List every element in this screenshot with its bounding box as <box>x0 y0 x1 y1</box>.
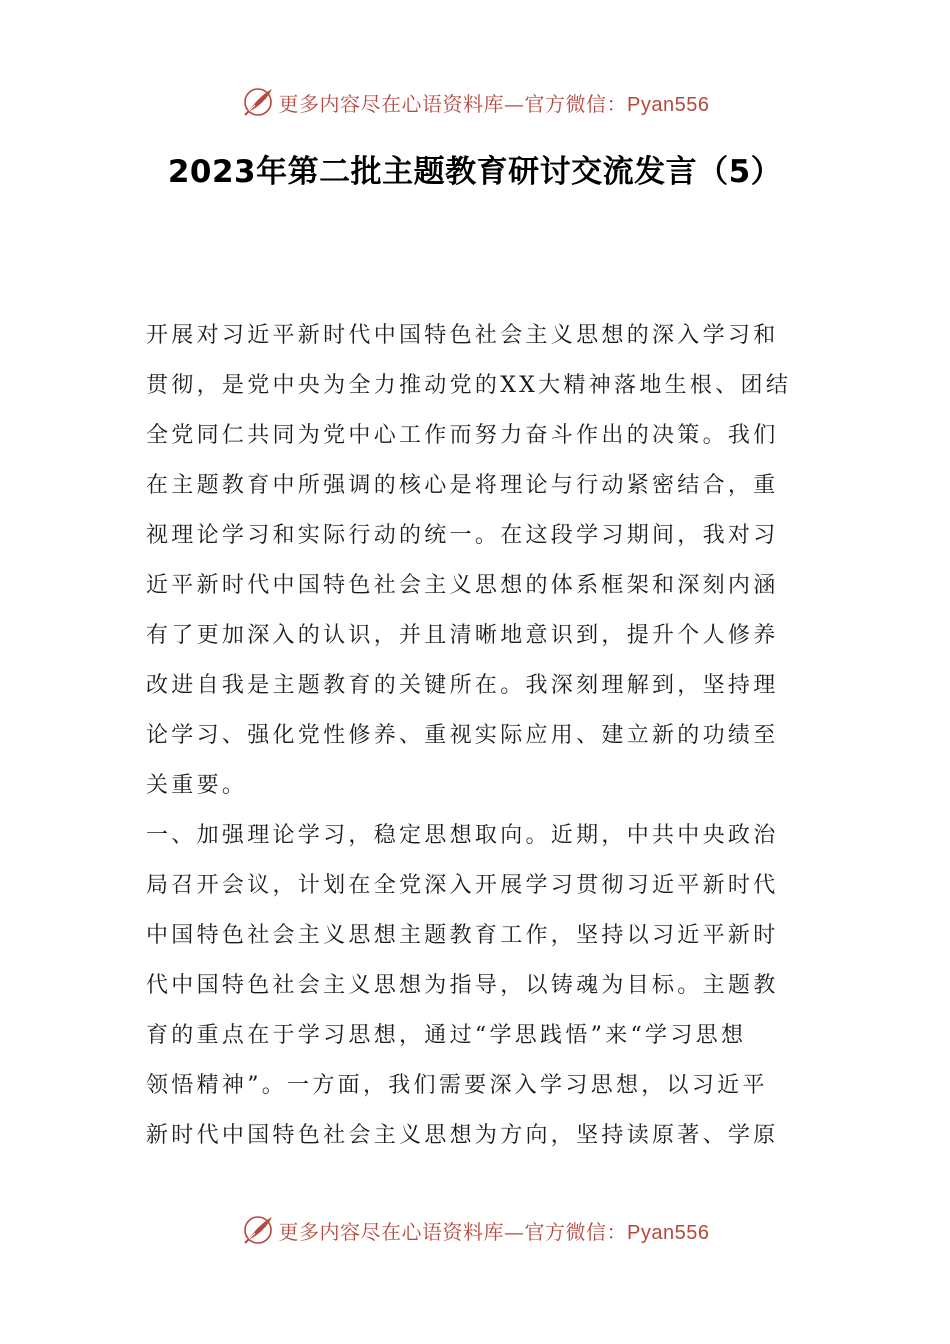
banner-text <box>279 88 710 117</box>
text-line: 局召开会议，计划在全党深入开展学习贯彻习近平新时代 <box>146 873 779 898</box>
text-line: 全党同仁共同为党中心工作而努力奋斗作出的决策。我们 <box>146 423 779 448</box>
text-line: 有了更加深入的认识，并且清晰地意识到，提升个人修养 <box>146 623 779 648</box>
text-line: 近平新时代中国特色社会主义思想的体系框架和深刻内涵 <box>146 573 779 598</box>
text-line: 贯彻，是党中央为全力推动党的XX大精神落地生根、团结 <box>146 373 792 398</box>
text-line: 育的重点在于学习思想，通过“学思践悟”来“学习思想 <box>146 1023 747 1048</box>
wechat-handle: Pyan556 <box>627 93 710 116</box>
text-line: 代中国特色社会主义思想为指导，以铸魂为目标。主题教 <box>146 973 779 998</box>
text-line: 一、加强理论学习，稳定思想取向。近期，中共中央政治 <box>146 823 779 848</box>
banner-label: 更多内容尽在心语资料库—官方微信： <box>278 1219 628 1244</box>
text-line: 论学习、强化党性修养、重视实际应用、建立新的功绩至 <box>146 723 779 748</box>
quill-pen-logo-icon <box>241 85 275 119</box>
text-line: 中国特色社会主义思想主题教育工作，坚持以习近平新时 <box>146 923 779 948</box>
page-title: 2023年第二批主题教育研讨交流发言（5） <box>167 154 783 190</box>
wechat-handle: Pyan556 <box>627 1221 710 1244</box>
text-line: 新时代中国特色社会主义思想为方向，坚持读原著、学原 <box>146 1123 779 1148</box>
text-line: 改进自我是主题教育的关键所在。我深刻理解到，坚持理 <box>146 673 779 698</box>
banner-text <box>279 1216 710 1245</box>
header-banner <box>0 82 950 122</box>
text-line: 视理论学习和实际行动的统一。在这段学习期间，我对习 <box>146 523 779 548</box>
banner-label: 更多内容尽在心语资料库—官方微信： <box>278 91 628 116</box>
body-text <box>146 311 806 1161</box>
text-line: 在主题教育中所强调的核心是将理论与行动紧密结合，重 <box>146 473 779 498</box>
text-line: 领悟精神”。一方面，我们需要深入学习思想，以习近平 <box>146 1073 768 1098</box>
text-line: 关重要。 <box>146 773 248 798</box>
quill-pen-logo-icon <box>241 1213 275 1247</box>
footer-banner <box>0 1210 950 1250</box>
text-line: 开展对习近平新时代中国特色社会主义思想的深入学习和 <box>146 323 779 348</box>
